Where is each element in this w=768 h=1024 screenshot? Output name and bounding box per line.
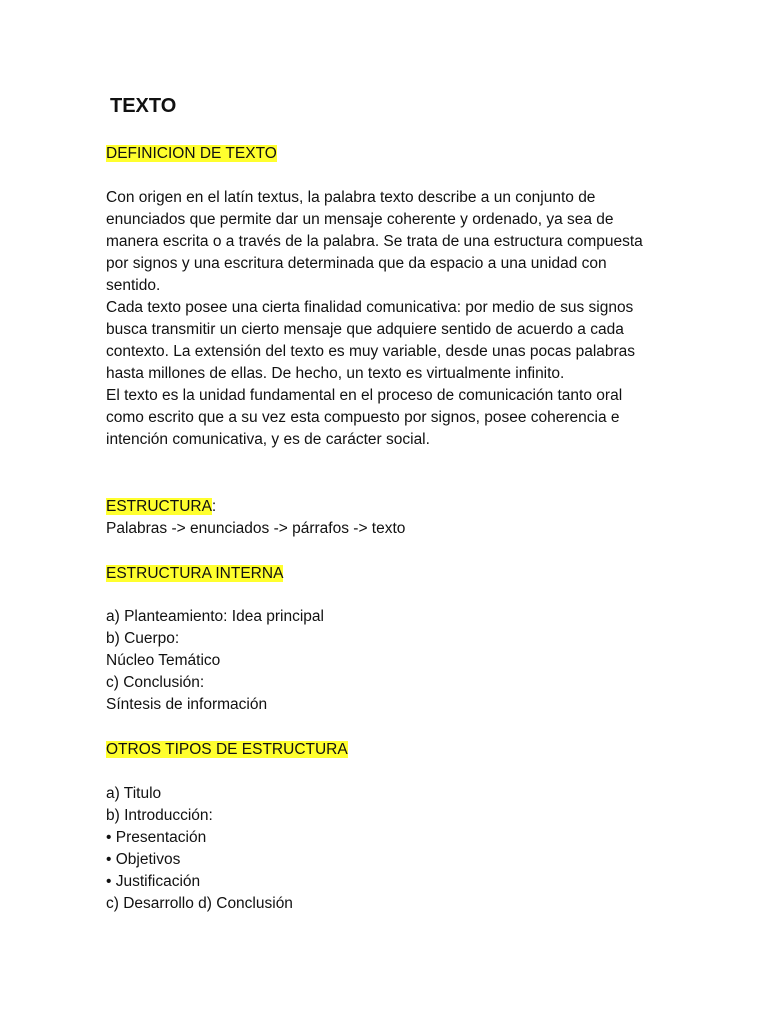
section-heading-interna	[106, 563, 666, 585]
section-heading-otros	[106, 739, 666, 761]
highlighted-heading: ESTRUCTURA	[106, 498, 212, 515]
highlighted-heading: DEFINICION DE TEXTO	[106, 145, 277, 162]
paragraph-line: manera escrita o a través de la palabra. Se trata de una estructura compuesta	[106, 233, 643, 250]
list-item: Síntesis de información	[106, 696, 268, 713]
paragraph-line: por signos y una escritura determinada que da espacio a una unidad con	[106, 255, 607, 272]
list-item: a) Titulo	[106, 785, 162, 802]
list-item: • Objetivos	[106, 851, 181, 868]
paragraph-line: como escrito que a su vez esta compuesto por signos, posee coherencia e	[106, 409, 620, 426]
paragraph-line: busca transmitir un cierto mensaje que adquiere sentido de acuerdo a cada	[106, 321, 624, 338]
list-item: a) Planteamiento: Idea principal	[106, 608, 324, 625]
otros-tipos-list	[106, 783, 666, 915]
section-estructura	[106, 496, 666, 540]
paragraph-line: intención comunicativa, y es de carácter social.	[106, 431, 430, 448]
paragraph-line: enunciados que permite dar un mensaje coherente y ordenado, ya sea de	[106, 211, 614, 228]
highlighted-heading: ESTRUCTURA INTERNA	[106, 565, 284, 582]
list-item: Núcleo Temático	[106, 652, 221, 669]
paragraph-line: Con origen en el latín textus, la palabra texto describe a un conjunto de	[106, 189, 596, 206]
highlighted-heading: OTROS TIPOS DE ESTRUCTURA	[106, 741, 348, 758]
heading-colon: :	[211, 498, 217, 515]
estructura-heading-line	[106, 496, 666, 518]
section-heading-definicion	[106, 143, 666, 165]
list-item: b) Introducción:	[106, 807, 213, 824]
definition-paragraph	[106, 187, 666, 451]
estructura-interna-list	[106, 606, 666, 716]
paragraph-line: contexto. La extensión del texto es muy variable, desde unas pocas palabras	[106, 343, 636, 360]
paragraph-line: Cada texto posee una cierta finalidad comunicativa: por medio de sus signos	[106, 299, 634, 316]
list-item: c) Desarrollo d) Conclusión	[106, 895, 293, 912]
estructura-line: Palabras -> enunciados -> párrafos -> texto	[106, 520, 406, 537]
list-item: • Justificación	[106, 873, 201, 890]
paragraph-line: El texto es la unidad fundamental en el proceso de comunicación tanto oral	[106, 387, 623, 404]
list-item: c) Conclusión:	[106, 674, 205, 691]
paragraph-line: hasta millones de ellas. De hecho, un texto es virtualmente infinito.	[106, 365, 565, 382]
document-title: TEXTO	[110, 95, 177, 117]
list-item: b) Cuerpo:	[106, 630, 180, 647]
paragraph-line: sentido.	[106, 277, 161, 294]
list-item: • Presentación	[106, 829, 207, 846]
